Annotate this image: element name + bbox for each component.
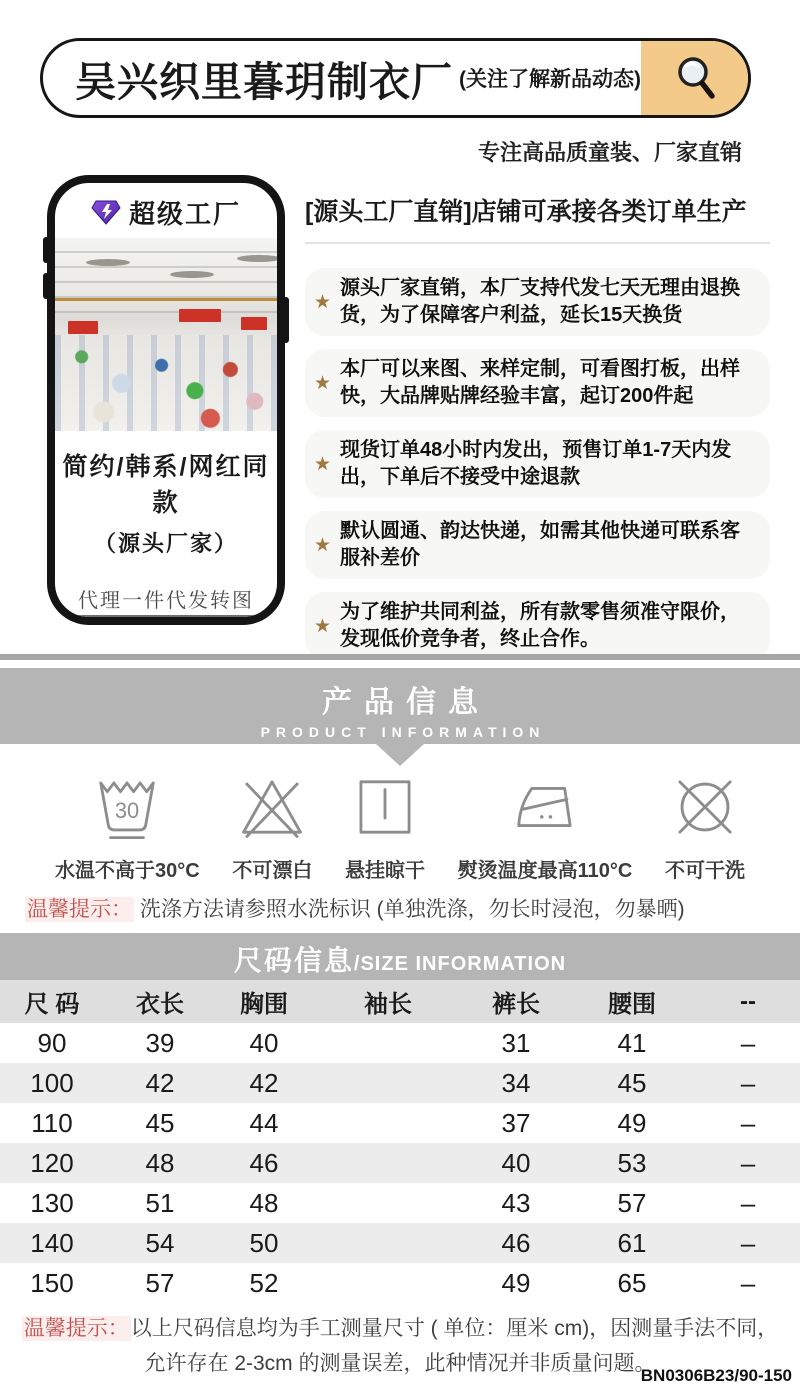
care-label: 水温不高于30°C: [55, 860, 200, 882]
no-dry-clean-icon: [670, 772, 740, 842]
search-button[interactable]: [641, 41, 748, 115]
care-item: [458, 772, 633, 883]
table-header-cell: 裤长: [492, 991, 540, 1018]
table-cell: 40: [501, 1147, 531, 1178]
table-cell: 120: [30, 1147, 74, 1178]
table-row: [0, 1223, 800, 1263]
bullet-item: [305, 268, 770, 336]
size-table: [0, 980, 800, 1303]
table-row: [0, 1263, 800, 1303]
table-cell: 65: [617, 1267, 647, 1298]
phone-frame: [47, 175, 285, 625]
table-row: [0, 1023, 800, 1063]
badge-label: 超级工厂: [128, 199, 241, 229]
table-cell: 51: [145, 1187, 175, 1218]
bullet-item: [305, 430, 770, 498]
store-name: 吴兴织里暮玥制衣厂: [75, 58, 453, 105]
svg-text:30: 30: [115, 797, 140, 823]
intro-title: [源头工厂直销]店铺可承接各类订单生产: [305, 192, 770, 244]
size-table-body: [0, 1023, 800, 1303]
size-tip-text1: 以上尺码信息均为手工测量尺寸 ( 单位：厘米 cm)，因测量手法不同，: [130, 1317, 779, 1340]
table-cell: 45: [145, 1107, 175, 1138]
factory-workers: [55, 325, 277, 431]
product-code: BN0306B23/90-150: [640, 1366, 792, 1385]
table-cell: 42: [249, 1067, 279, 1098]
table-cell: 34: [501, 1067, 531, 1098]
care-label: 悬挂晾干: [344, 860, 425, 882]
phone-caption-line2: （源头厂家）: [93, 531, 238, 556]
table-cell: 46: [501, 1227, 531, 1258]
table-cell: 57: [145, 1267, 175, 1298]
phone-caption-line1: 简约/韩系/网红同款: [62, 453, 270, 517]
table-cell: 49: [501, 1267, 531, 1298]
table-cell: –: [740, 1067, 756, 1098]
table-cell: –: [740, 1187, 756, 1218]
table-cell: 39: [145, 1027, 175, 1058]
table-cell: –: [740, 1027, 756, 1058]
no-bleach-icon: [237, 772, 307, 842]
factory-pipe: [55, 298, 277, 301]
table-cell: 110: [31, 1107, 73, 1138]
table-header-row: [0, 980, 800, 1023]
table-header-cell: 胸围: [240, 991, 288, 1018]
banner-top-strip: [0, 654, 800, 660]
wash-tip-label: 温馨提示：: [27, 898, 132, 921]
table-cell: 49: [617, 1107, 647, 1138]
table-header-cell: --: [740, 987, 756, 1015]
table-cell: 140: [30, 1227, 74, 1258]
care-item: [55, 772, 200, 883]
bullet-text: 源头厂家直销，本厂支持代发七天无理由退换货，为了保障客户利益，延长15天换货: [340, 277, 741, 326]
table-cell: –: [740, 1147, 756, 1178]
star-icon: ★: [314, 291, 332, 313]
size-info-banner: [0, 933, 800, 980]
table-row: [0, 1143, 800, 1183]
table-cell: 53: [617, 1147, 647, 1178]
bullet-text: 现货订单48小时内发出，预售订单1-7天内发出，下单后不接受中途退款: [340, 439, 732, 488]
table-cell: 52: [249, 1267, 279, 1298]
table-cell: 45: [617, 1067, 647, 1098]
intro-bullets: [305, 268, 770, 660]
table-cell: 50: [249, 1227, 279, 1258]
purple-gem-icon: [91, 199, 121, 226]
care-item: [665, 772, 745, 883]
ceiling-fan: [170, 271, 214, 278]
table-cell: 31: [501, 1027, 531, 1058]
table-cell: –: [740, 1267, 756, 1298]
product-info-title-cn: 产品信息: [322, 686, 490, 719]
care-icons-row: [0, 772, 800, 883]
agent-forward-link[interactable]: 代理一件代发转图: [78, 584, 254, 617]
size-info-title-cn: 尺码信息: [233, 945, 354, 976]
table-row: [0, 1103, 800, 1143]
bullet-text: 为了维护共同利益，所有款零售须准守限价，发现低价竞争者，终止合作。: [340, 601, 741, 650]
table-cell: 40: [249, 1027, 279, 1058]
table-cell: 54: [145, 1227, 175, 1258]
size-tip-line2: 允许存在 2-3cm 的测量误差，此种情况并非质量问题。: [144, 1351, 656, 1375]
care-item: [232, 772, 312, 883]
table-header-cell: 腰围: [608, 991, 656, 1018]
table-cell: 42: [145, 1067, 175, 1098]
banner-arrow: [376, 744, 424, 766]
bullet-text: 本厂可以来图、来样定制，可看图打板，出样快，大品牌贴牌经验丰富，起订200件起: [340, 358, 741, 407]
table-header-cell: 衣长: [136, 991, 184, 1018]
product-info-banner: [0, 668, 800, 744]
bullet-item: [305, 592, 770, 660]
table-cell: –: [740, 1227, 756, 1258]
table-cell: 90: [37, 1027, 67, 1058]
star-icon: ★: [314, 534, 332, 556]
table-cell: 48: [145, 1147, 175, 1178]
super-factory-badge: [55, 183, 277, 238]
store-note: (关注了解新品动态): [459, 68, 641, 91]
table-row: [0, 1063, 800, 1103]
phone-mockup: [47, 175, 285, 625]
care-label: 不可干洗: [664, 860, 745, 882]
table-cell: 61: [617, 1227, 647, 1258]
table-cell: 100: [30, 1067, 74, 1098]
magnifier-icon: [672, 54, 718, 102]
star-icon: ★: [314, 453, 332, 475]
table-cell: 41: [617, 1027, 647, 1058]
store-tagline: 专注高品质童装、厂家直销: [477, 140, 742, 165]
red-banner: [179, 309, 221, 322]
table-cell: –: [740, 1107, 756, 1138]
bullet-text: 默认圆通、韵达快递，如需其他快递可联系客服补差价: [340, 520, 741, 569]
intro-section: [305, 192, 770, 660]
size-tip-line1: [0, 1312, 800, 1347]
table-cell: 43: [501, 1187, 531, 1218]
star-icon: ★: [314, 615, 332, 637]
size-tip-label: 温馨提示：: [23, 1317, 129, 1340]
hang-dry-icon: [350, 772, 420, 842]
size-info-title-en: /SIZE INFORMATION: [353, 953, 567, 975]
product-info-title-en: PRODUCT INFORMATION: [260, 724, 546, 740]
table-cell: 150: [30, 1267, 74, 1298]
wash-30-icon: [92, 772, 162, 842]
table-cell: 48: [249, 1187, 279, 1218]
iron-110-icon: [510, 772, 580, 842]
table-cell: 37: [501, 1107, 531, 1138]
table-header-cell: 袖长: [364, 991, 412, 1018]
store-header: [40, 38, 751, 118]
care-item: [345, 772, 425, 883]
table-cell: 44: [249, 1107, 279, 1138]
care-label: 熨烫温度最高110°C: [457, 860, 633, 882]
table-row: [0, 1183, 800, 1223]
table-header-cell: 尺 码: [24, 991, 80, 1018]
table-cell: 57: [617, 1187, 647, 1218]
star-icon: ★: [314, 372, 332, 394]
table-cell: 130: [30, 1187, 74, 1218]
factory-ceiling: [55, 238, 277, 319]
wash-tip: [25, 893, 685, 923]
factory-photo: [55, 238, 277, 431]
bullet-item: [305, 349, 770, 417]
wash-tip-text: 洗涤方法请参照水洗标识 (单独洗涤，勿长时浸泡，勿暴晒): [139, 898, 685, 921]
table-cell: 46: [249, 1147, 279, 1178]
care-label: 不可漂白: [232, 860, 313, 882]
bullet-item: [305, 511, 770, 579]
